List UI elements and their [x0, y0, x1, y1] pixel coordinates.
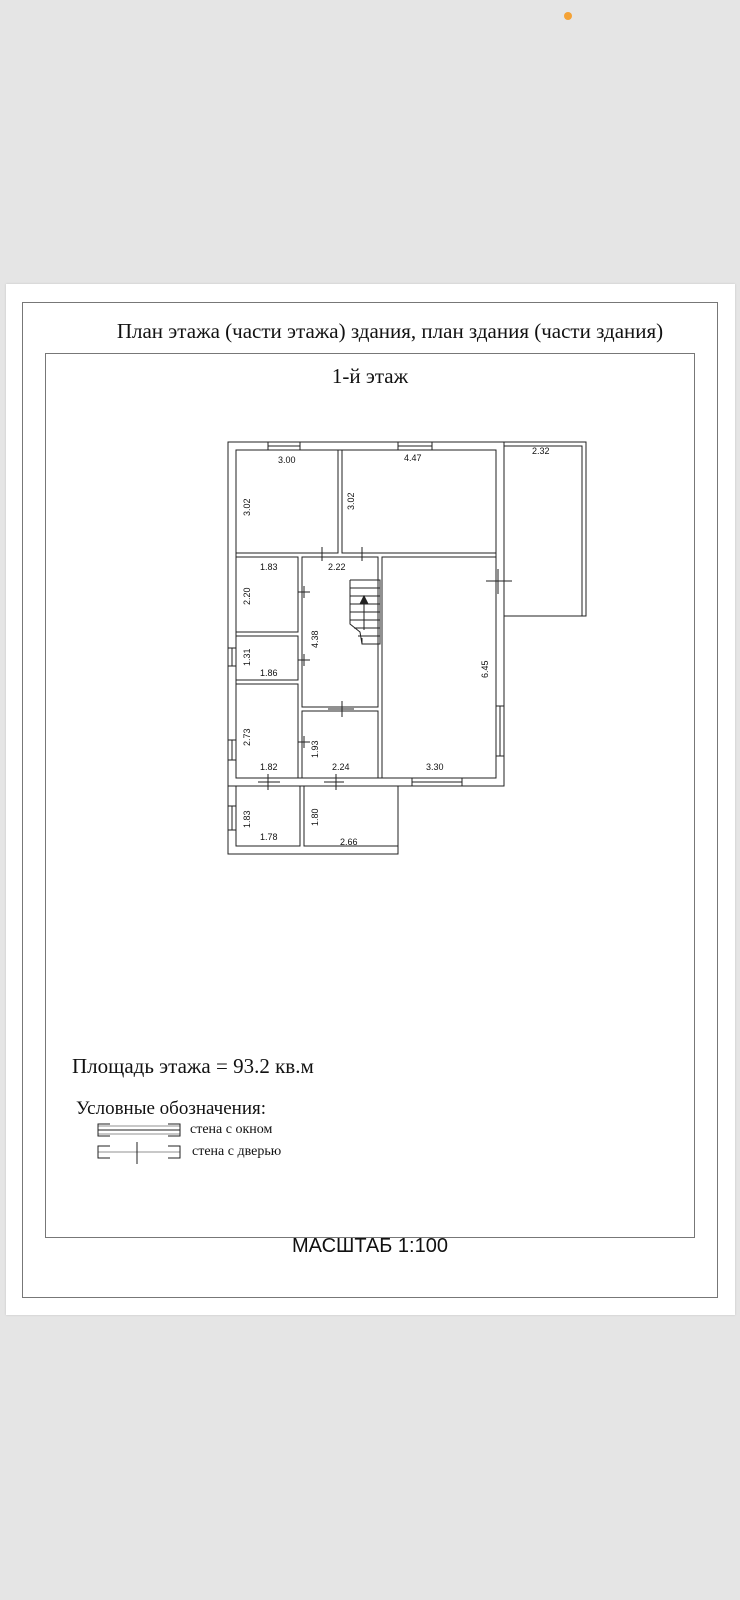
- room-walls: [236, 450, 496, 778]
- page-title: План этажа (части этажа) здания, план здания (части здания): [116, 319, 664, 343]
- legend-door-label: стена с дверью: [192, 1144, 282, 1159]
- legend-door-symbol: [98, 1142, 180, 1164]
- dim-label: 3.00: [278, 455, 296, 465]
- dim-label: 2.73: [242, 728, 252, 746]
- doors: [258, 547, 512, 790]
- floor-title: 1-й этаж: [331, 364, 409, 388]
- dim-label: 4.47: [404, 453, 422, 463]
- dim-label: 1.82: [260, 762, 278, 772]
- dim-label: 1.83: [242, 810, 252, 828]
- dim-label: 1.78: [260, 832, 278, 842]
- floor-area: Площадь этажа = 93.2 кв.м: [72, 1054, 314, 1078]
- inner-frame: [45, 353, 695, 1238]
- scale-label: МАСШТАБ 1:100: [292, 1235, 448, 1257]
- legend-window-label: стена с окном: [190, 1122, 273, 1137]
- dim-label: 2.22: [328, 562, 346, 572]
- dim-label: 4.38: [310, 630, 320, 648]
- outer-walls: [228, 442, 504, 786]
- status-dot: [564, 12, 572, 20]
- dim-label: 1.31: [242, 648, 252, 666]
- dim-label: 3.02: [346, 492, 356, 510]
- staircase: [350, 580, 380, 644]
- dim-label: 1.83: [260, 562, 278, 572]
- dim-label: 3.02: [242, 498, 252, 516]
- dim-label: 2.32: [532, 446, 550, 456]
- dim-label: 6.45: [480, 660, 490, 678]
- dim-label: 1.93: [310, 740, 320, 758]
- dim-label: 2.20: [242, 587, 252, 605]
- dim-label: 1.86: [260, 668, 278, 678]
- dim-label: 1.80: [310, 808, 320, 826]
- terrace: [504, 442, 586, 616]
- dimension-labels: [242, 446, 550, 847]
- outer-frame: [22, 302, 718, 1298]
- dim-label: 3.30: [426, 762, 444, 772]
- dim-label: 2.66: [340, 837, 358, 847]
- legend-window-symbol: [98, 1124, 180, 1136]
- legend-title: Условные обозначения:: [76, 1098, 267, 1119]
- document-sheet: [6, 284, 735, 1315]
- dim-label: 2.24: [332, 762, 350, 772]
